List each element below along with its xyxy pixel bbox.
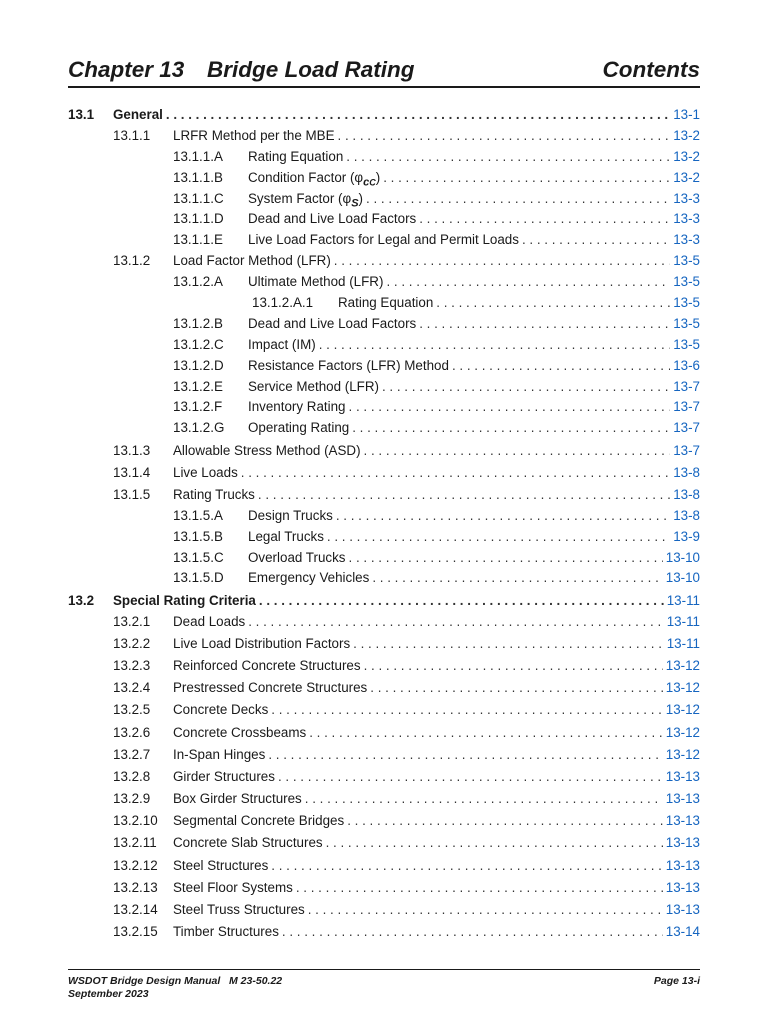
- toc-entry-title-text: Steel Structures: [173, 857, 269, 873]
- toc-entry-title-text: LRFR Method per the MBE: [173, 127, 335, 143]
- toc-entry-number: 13.1.2.A: [173, 274, 223, 290]
- toc-entry[interactable]: [0, 634, 768, 655]
- dot-leader: [268, 745, 662, 766]
- dot-leader: [353, 634, 664, 655]
- toc-page-link[interactable]: 13-8: [673, 507, 700, 523]
- toc-entry-number: 13.2.4: [113, 680, 151, 696]
- dot-leader: [366, 189, 670, 210]
- toc-entry-title[interactable]: [248, 209, 419, 230]
- toc-entry[interactable]: [0, 506, 768, 527]
- toc-entry[interactable]: [0, 856, 768, 877]
- dot-leader: [436, 293, 670, 314]
- chapter-number: Chapter 13: [68, 57, 185, 82]
- toc-entry-leader: [173, 656, 700, 677]
- toc-entry-leader: [248, 418, 700, 439]
- toc-entry-leader: [248, 147, 700, 168]
- toc-entry[interactable]: [0, 463, 768, 484]
- toc-entry-title[interactable]: [248, 397, 349, 418]
- toc-entry-title[interactable]: [173, 251, 334, 272]
- toc-entry-leader: [173, 833, 700, 854]
- dot-leader: [282, 922, 663, 943]
- toc-entry-number: 13.1.1.E: [173, 232, 223, 248]
- dot-leader: [326, 833, 663, 854]
- dot-leader: [364, 441, 671, 462]
- toc-entry-number: 13.2: [68, 592, 95, 608]
- toc-entry[interactable]: [0, 485, 768, 506]
- toc-entry-leader: [248, 230, 700, 251]
- toc-page-link[interactable]: 13-12: [665, 657, 700, 673]
- toc-page-link[interactable]: 13-5: [673, 336, 700, 352]
- toc-entry-title[interactable]: [173, 463, 241, 484]
- chapter-header: [68, 56, 700, 88]
- toc-entry-title[interactable]: [113, 591, 259, 612]
- toc-entry-number: 13.1.5.D: [173, 570, 224, 586]
- dot-leader: [241, 463, 670, 484]
- toc-entry-title[interactable]: [173, 922, 282, 943]
- toc-page-link[interactable]: 13-3: [673, 232, 700, 248]
- dot-leader: [370, 678, 663, 699]
- toc-entry-number: 13.2.5: [113, 702, 151, 718]
- toc-entry-leader: [248, 272, 700, 293]
- dot-leader: [258, 485, 670, 506]
- toc-entry-number: 13.1.5.A: [173, 507, 223, 523]
- toc-entry[interactable]: [0, 418, 768, 439]
- toc-entry-title-text: Ultimate Method (LFR): [248, 274, 384, 290]
- toc-entry-number: 13.1.3: [113, 442, 151, 458]
- toc-entry-title-text: General: [113, 107, 163, 122]
- toc-entry[interactable]: [0, 189, 768, 210]
- dot-leader: [259, 591, 664, 612]
- toc-entry-title-text: Emergency Vehicles: [248, 570, 370, 586]
- toc-entry-title[interactable]: [248, 272, 386, 293]
- toc-entry-title-text: Segmental Concrete Bridges: [173, 813, 345, 829]
- toc-entry-title[interactable]: [173, 811, 347, 832]
- toc-entry-title-text: Load Factor Method (LFR): [173, 253, 331, 269]
- toc-entry-title-text: Prestressed Concrete Structures: [173, 680, 368, 696]
- toc-entry-title[interactable]: [173, 485, 258, 506]
- toc-entry-leader: [248, 548, 700, 569]
- toc-entry-number: 13.2.6: [113, 724, 151, 740]
- toc-entry-title-text: Overload Trucks: [248, 549, 346, 565]
- toc-entry-number: 13.1.5.B: [173, 528, 223, 544]
- toc-entry[interactable]: [0, 612, 768, 633]
- toc-page-link[interactable]: 13-10: [665, 549, 700, 565]
- toc-entry-leader: [338, 293, 700, 314]
- toc-entry-title-tail: ): [375, 169, 381, 185]
- dot-leader: [346, 147, 670, 168]
- toc-entry-number: 13.1.2.B: [173, 315, 223, 331]
- toc-entry[interactable]: [0, 251, 768, 272]
- toc-page-link[interactable]: 13-14: [665, 924, 700, 940]
- toc-entry-leader: [173, 745, 700, 766]
- toc-entry-title[interactable]: [248, 314, 419, 335]
- toc-entry-title-text: System Factor (φ: [248, 190, 352, 206]
- toc-page-link[interactable]: 13-7: [673, 420, 700, 436]
- toc-page-link[interactable]: 13-7: [673, 442, 700, 458]
- toc-entry-title-text: Legal Trucks: [248, 528, 324, 544]
- toc-entry-title-text: Concrete Slab Structures: [173, 835, 323, 851]
- toc-entry[interactable]: [0, 811, 768, 832]
- toc-entry-title-text: Steel Truss Structures: [173, 902, 305, 917]
- dot-leader: [349, 397, 671, 418]
- toc-entry-title-text: Special Rating Criteria: [113, 592, 256, 608]
- dot-leader: [305, 789, 663, 810]
- toc-entry-title-text: Dead Loads: [173, 613, 246, 629]
- toc-page-link[interactable]: 13-13: [665, 791, 700, 807]
- dot-leader: [336, 506, 670, 527]
- toc-entry[interactable]: [0, 922, 768, 943]
- toc-entry-number: 13.2.10: [113, 813, 158, 829]
- toc-entry-title-text: Live Load Distribution Factors: [173, 635, 351, 651]
- toc-entry[interactable]: [0, 678, 768, 699]
- dot-leader: [296, 878, 663, 899]
- toc-page-link[interactable]: 13-11: [666, 635, 700, 651]
- toc-entry[interactable]: [0, 272, 768, 293]
- toc-entry[interactable]: [0, 314, 768, 335]
- toc-entry-title-text: Allowable Stress Method (ASD): [173, 442, 361, 458]
- toc-entry[interactable]: [0, 900, 768, 921]
- dot-leader: [522, 230, 670, 251]
- toc-page-link[interactable]: 13-5: [673, 295, 700, 311]
- toc-entry-title-text: Dead and Live Load Factors: [248, 211, 417, 227]
- toc-page-link[interactable]: 13-13: [665, 857, 700, 873]
- toc-entry-leader: [173, 878, 700, 899]
- toc-entry-title-text: Live Loads: [173, 464, 238, 480]
- toc-entry-title-text: Girder Structures: [173, 768, 275, 784]
- toc-entry-leader: [173, 485, 700, 506]
- toc-page-link[interactable]: 13-10: [665, 570, 700, 586]
- toc-entry-number: 13.1.1.C: [173, 190, 224, 206]
- toc-entry[interactable]: [0, 441, 768, 462]
- dot-leader: [364, 656, 663, 677]
- chapter-title: Bridge Load Rating: [207, 57, 415, 82]
- dot-leader: [327, 527, 670, 548]
- toc-entry-title-text: In-Span Hinges: [173, 746, 266, 762]
- toc-page-link[interactable]: 13-13: [665, 813, 700, 829]
- toc-entry-leader: [248, 527, 700, 548]
- dot-leader: [383, 168, 670, 189]
- toc-entry-leader: [248, 506, 700, 527]
- toc-entry-leader: [173, 900, 700, 921]
- toc-entry-title-text: Service Method (LFR): [248, 378, 379, 394]
- toc-entry-leader: [173, 463, 700, 484]
- toc-entry-number: 13.2.14: [113, 902, 158, 917]
- toc-entry-leader: [173, 856, 700, 877]
- toc-entry-number: 13.2.11: [113, 835, 157, 851]
- toc-entry[interactable]: [0, 568, 768, 589]
- toc-page-link[interactable]: 13-13: [665, 768, 700, 784]
- toc-section-entry[interactable]: [0, 591, 768, 612]
- toc-entry-title-text: Design Trucks: [248, 507, 333, 523]
- page-footer: [68, 969, 700, 1000]
- toc-entry-number: 13.1.1.A: [173, 148, 223, 164]
- toc-page-link[interactable]: 13-12: [665, 746, 700, 762]
- toc-entry-title-text: Dead and Live Load Factors: [248, 315, 417, 331]
- dot-leader: [308, 900, 663, 921]
- toc-entry[interactable]: [0, 209, 768, 230]
- toc-entry-title[interactable]: [248, 568, 372, 589]
- toc-entry-title[interactable]: [173, 612, 248, 633]
- toc-entry-number: 13.1.2.F: [173, 399, 223, 415]
- toc-page-link[interactable]: 13-3: [673, 190, 700, 206]
- toc-entry[interactable]: [0, 789, 768, 810]
- toc-entry[interactable]: [0, 833, 768, 854]
- toc-page-link[interactable]: 13-8: [673, 486, 700, 502]
- toc-entry-leader: [248, 314, 700, 335]
- toc-entry-title[interactable]: [248, 147, 346, 168]
- dot-leader: [309, 723, 663, 744]
- footer-manual-title: WSDOT Bridge Design Manual M 23-50.22: [68, 975, 283, 987]
- phi-subscript: c: [363, 176, 370, 189]
- toc-entry[interactable]: [0, 293, 768, 314]
- toc-entry-title-text: Concrete Decks: [173, 702, 269, 718]
- toc-entry-number: 13.1.2: [113, 253, 151, 269]
- toc-entry-title[interactable]: [248, 527, 327, 548]
- toc-page-link[interactable]: 13-12: [665, 724, 700, 740]
- toc-entry-title-text: Impact (IM): [248, 336, 316, 352]
- toc-page-link[interactable]: 13-13: [665, 835, 700, 851]
- toc-entry-title[interactable]: [173, 789, 305, 810]
- toc-entry-title-text: Reinforced Concrete Structures: [173, 657, 361, 673]
- table-of-contents: [0, 105, 768, 943]
- dot-leader: [372, 568, 662, 589]
- toc-entry-leader: [173, 612, 700, 633]
- toc-page-link[interactable]: 13-1: [673, 107, 700, 122]
- toc-entry-leader: [248, 377, 700, 398]
- toc-entry[interactable]: [0, 656, 768, 677]
- toc-entry[interactable]: [0, 126, 768, 147]
- toc-page-link[interactable]: 13-5: [673, 315, 700, 331]
- toc-entry-leader: [248, 568, 700, 589]
- toc-entry-leader: [173, 811, 700, 832]
- toc-page-link[interactable]: 13-7: [673, 378, 700, 394]
- toc-entry[interactable]: [0, 356, 768, 377]
- toc-entry-leader: [248, 209, 700, 230]
- footer-page-number: Page 13-i: [653, 975, 700, 987]
- toc-page-link[interactable]: 13-9: [673, 528, 700, 544]
- toc-entry-title[interactable]: [248, 506, 336, 527]
- toc-entry-title-text: Concrete Crossbeams: [173, 724, 307, 740]
- toc-entry-leader: [173, 126, 700, 147]
- toc-entry-number: 13.1.1.D: [173, 211, 224, 227]
- dot-leader: [338, 126, 671, 147]
- toc-entry-title[interactable]: [173, 767, 278, 788]
- toc-entry-leader: [248, 397, 700, 418]
- toc-entry-leader: [113, 591, 700, 612]
- toc-entry-leader: [113, 105, 700, 126]
- toc-entry-number: 13.2.8: [113, 768, 151, 784]
- toc-entry-title[interactable]: [173, 900, 308, 921]
- toc-entry-leader: [173, 789, 700, 810]
- toc-entry-title[interactable]: [173, 678, 370, 699]
- toc-entry-title-text: Box Girder Structures: [173, 791, 302, 807]
- toc-entry-title[interactable]: [248, 418, 352, 439]
- toc-entry-leader: [173, 723, 700, 744]
- toc-entry-title[interactable]: [248, 377, 382, 398]
- toc-page-link[interactable]: 13-11: [666, 592, 700, 608]
- toc-entry[interactable]: [0, 700, 768, 721]
- toc-entry[interactable]: [0, 548, 768, 569]
- toc-entry-title-text: Timber Structures: [173, 924, 279, 940]
- toc-entry-title[interactable]: [248, 335, 319, 356]
- toc-entry-number: 13.2.15: [113, 924, 158, 940]
- toc-page-link[interactable]: 13-13: [665, 902, 700, 917]
- toc-entry[interactable]: [0, 335, 768, 356]
- toc-entry-leader: [173, 441, 700, 462]
- dot-leader: [349, 548, 663, 569]
- toc-entry-title[interactable]: [113, 105, 166, 126]
- toc-entry-title-text: Resistance Factors (LFR) Method: [248, 357, 449, 373]
- toc-section-entry[interactable]: [0, 105, 768, 126]
- toc-entry[interactable]: [0, 723, 768, 744]
- toc-page-link[interactable]: 13-7: [673, 399, 700, 415]
- toc-entry-number: 13.1.2.A.1: [252, 295, 314, 311]
- toc-page-link[interactable]: 13-11: [666, 613, 700, 629]
- toc-entry-title[interactable]: [248, 548, 349, 569]
- toc-entry[interactable]: [0, 168, 768, 189]
- toc-entry[interactable]: [0, 745, 768, 766]
- toc-entry-leader: [173, 922, 700, 943]
- toc-entry-title-text: Rating Equation: [248, 148, 344, 164]
- toc-entry-number: 13.2.3: [113, 657, 151, 673]
- dot-leader: [319, 335, 670, 356]
- toc-entry-number: 13.1.2.E: [173, 378, 223, 394]
- toc-page-link[interactable]: 13-12: [665, 680, 700, 696]
- dot-leader: [347, 811, 663, 832]
- toc-entry-number: 13.1.1: [113, 127, 151, 143]
- toc-entry-number: 13.2.12: [113, 857, 158, 873]
- toc-entry-title[interactable]: [173, 878, 296, 899]
- toc-entry[interactable]: [0, 377, 768, 398]
- dot-leader: [382, 377, 670, 398]
- toc-entry[interactable]: [0, 527, 768, 548]
- toc-entry-leader: [173, 678, 700, 699]
- contents-heading: Contents: [602, 57, 700, 82]
- toc-entry-title[interactable]: [248, 356, 452, 377]
- footer-left: [68, 975, 282, 1001]
- toc-entry-title[interactable]: [338, 293, 436, 314]
- toc-entry-number: 13.2.13: [113, 879, 158, 895]
- dot-leader: [278, 767, 663, 788]
- toc-entry-leader: [173, 251, 700, 272]
- phi-subscript: S: [351, 197, 359, 210]
- toc-entry-title-text: Rating Equation: [338, 295, 434, 311]
- toc-entry-number: 13.1.2.G: [173, 420, 225, 436]
- dot-leader: [352, 418, 670, 439]
- toc-page-link[interactable]: 13-13: [665, 879, 700, 895]
- toc-page-link[interactable]: 13-6: [673, 357, 700, 373]
- toc-entry-title-text: Rating Trucks: [173, 486, 255, 502]
- dot-leader: [452, 356, 670, 377]
- toc-entry-number: 13.2.2: [113, 635, 151, 651]
- toc-entry-leader: [173, 634, 700, 655]
- dot-leader: [419, 209, 670, 230]
- toc-entry[interactable]: [0, 147, 768, 168]
- dot-leader: [271, 700, 662, 721]
- toc-entry-title[interactable]: [248, 230, 522, 251]
- toc-entry[interactable]: [0, 767, 768, 788]
- dot-leader: [271, 856, 662, 877]
- toc-page-link[interactable]: 13-5: [673, 253, 700, 269]
- toc-entry-title[interactable]: [173, 700, 271, 721]
- toc-entry-leader: [248, 356, 700, 377]
- toc-entry[interactable]: [0, 878, 768, 899]
- toc-entry-title[interactable]: [173, 745, 268, 766]
- toc-page-link[interactable]: 13-8: [673, 464, 700, 480]
- toc-page-link[interactable]: 13-5: [673, 274, 700, 290]
- toc-entry-leader: [173, 767, 700, 788]
- toc-page-link[interactable]: 13-12: [665, 702, 700, 718]
- toc-entry-title[interactable]: [173, 656, 364, 677]
- toc-entry-title[interactable]: [173, 126, 338, 147]
- toc-entry-title-text: Live Load Factors for Legal and Permit Loads: [248, 232, 519, 248]
- toc-entry-title[interactable]: [173, 723, 309, 744]
- toc-page-link[interactable]: 13-2: [673, 148, 700, 164]
- toc-entry-title[interactable]: [173, 634, 353, 655]
- toc-entry-leader: [173, 700, 700, 721]
- toc-entry-title-text: Inventory Rating: [248, 399, 346, 415]
- toc-entry-title[interactable]: [173, 856, 271, 877]
- toc-entry-number: 13.1.1.B: [173, 169, 223, 185]
- toc-entry-title-text: Condition Factor (φ: [248, 169, 364, 185]
- toc-entry-leader: [248, 335, 700, 356]
- toc-entry-title-tail: ): [358, 190, 363, 206]
- toc-entry-number: 13.1.4: [113, 464, 151, 480]
- toc-page-link[interactable]: 13-2: [673, 169, 700, 185]
- dot-leader: [419, 314, 670, 335]
- toc-entry-number: 13.2.1: [113, 613, 151, 629]
- dot-leader: [386, 272, 670, 293]
- phi-sub-subscript: C: [369, 177, 376, 188]
- toc-entry-title-text: Steel Floor Systems: [173, 879, 293, 895]
- dot-leader: [248, 612, 664, 633]
- toc-entry[interactable]: [0, 397, 768, 418]
- toc-page-link[interactable]: 13-3: [673, 211, 700, 227]
- toc-entry-title[interactable]: [173, 833, 326, 854]
- toc-entry-number: 13.1: [68, 107, 95, 122]
- toc-entry-number: 13.1.5.C: [173, 549, 224, 565]
- toc-entry-number: 13.2.7: [113, 746, 151, 762]
- dot-leader: [166, 105, 670, 126]
- toc-entry-number: 13.1.2.D: [173, 357, 224, 373]
- toc-entry-title-text: Operating Rating: [248, 420, 350, 436]
- toc-entry-title[interactable]: [173, 441, 364, 462]
- footer-date: September 2023: [68, 988, 149, 1000]
- dot-leader: [334, 251, 670, 272]
- toc-entry-number: 13.1.5: [113, 486, 151, 502]
- toc-entry[interactable]: [0, 230, 768, 251]
- toc-entry-number: 13.1.2.C: [173, 336, 224, 352]
- toc-entry-number: 13.2.9: [113, 791, 151, 807]
- toc-page-link[interactable]: 13-2: [673, 127, 700, 143]
